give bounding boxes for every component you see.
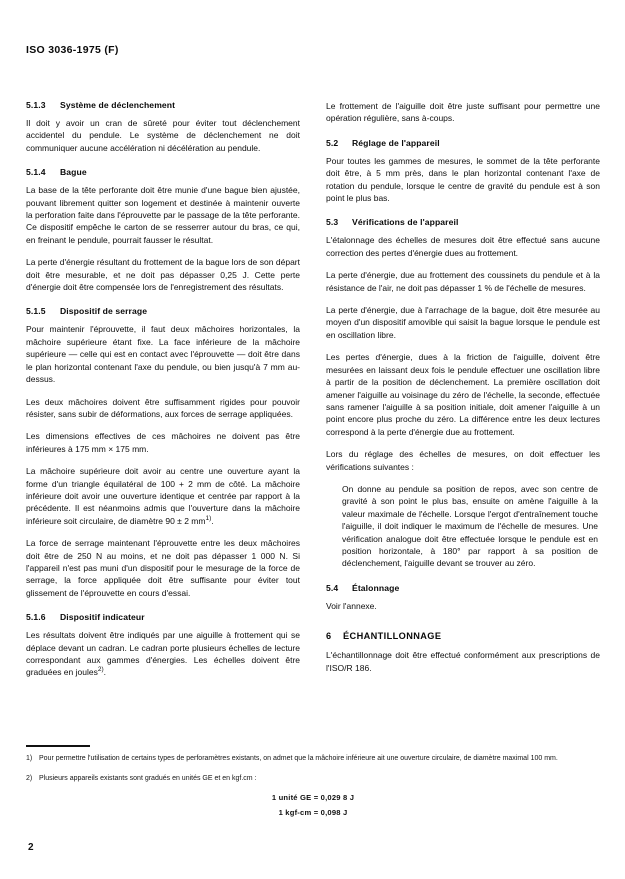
section-number: 5.1.4 bbox=[26, 167, 46, 178]
paragraph: Pour maintenir l'éprouvette, il faut deux mâchoires horizontales, la mâchoire supérieure étant fixe. La face inférieure de la mâchoire supérieure — celle qui est en contact avec l'éprouvette — doit être dans le plan horizontal contenant l'axe du pendule, ou bien jusqu'à 7 mm au-dessus. bbox=[26, 324, 300, 385]
paragraph-text-tail: . bbox=[103, 667, 106, 678]
paragraph: La perte d'énergie, due à l'arrachage de la bague, doit être mesurée au moyen d'un dispositif amovible qui saisit la bague lorsque le pendule est en oscillation libre. bbox=[326, 305, 600, 340]
footnote-mark: 2) bbox=[26, 774, 33, 782]
formula-list bbox=[26, 793, 600, 817]
section-number: 5.3 bbox=[326, 217, 339, 228]
section-number: 5.4 bbox=[326, 582, 339, 593]
left-column bbox=[26, 100, 300, 689]
paragraph-text: La mâchoire supérieure doit avoir au centre une ouverture ayant la forme d'un triangle équilatéral de 100 + 2 mm de côté. La mâchoire inférieure doit avoir une ouverture identique et centrée par rapport à la précédente. Il est néanmoins admis que l'ouverture dans la mâchoire inférieure soit circulaire, de diamètre 90 ± 2 mm bbox=[26, 466, 300, 526]
section-title: Bague bbox=[60, 167, 87, 178]
paragraph: L'échantillonnage doit être effectué conformément aux prescriptions de l'ISO/R 186. bbox=[326, 650, 600, 673]
section-heading-5-1-6 bbox=[26, 612, 300, 622]
paragraph: Les dimensions effectives de ces mâchoires ne doivent pas être inférieures à 175 mm × 175 mm. bbox=[26, 431, 300, 454]
paragraph: Les pertes d'énergie, dues à la friction de l'aiguille, doivent être mesurées en laissant deux fois le pendule effectuer une oscillation libre à partir de la position de déclenchement. La première oscillation doit amener l'aiguille au voisinage du zéro de l'échelle, la seconde, effectuée sans ramener l'aiguille à sa position initiale, doit amener l'aiguille à un point encore plus proche du zéro. La différence entre les deux lectures correspond à la perte d'énergie due au frottement. bbox=[326, 352, 600, 437]
section-heading-5-3 bbox=[326, 217, 600, 227]
footnote-ref-1[interactable]: 1) bbox=[205, 514, 212, 522]
formula-line-1 bbox=[26, 793, 600, 802]
page-header: ISO 3036-1975 (F) bbox=[26, 44, 119, 56]
paragraph: La perte d'énergie, due au frottement des coussinets du pendule et à la résistance de l'air, ne doit pas dépasser 1 % de l'échelle de mesures. bbox=[326, 270, 600, 293]
section-title: Étalonnage bbox=[352, 582, 400, 593]
section-title: Dispositif de serrage bbox=[60, 306, 148, 317]
right-column bbox=[326, 100, 600, 689]
paragraph-with-footnote-ref bbox=[26, 465, 300, 527]
section-title: Vérifications de l'appareil bbox=[352, 217, 459, 228]
footnote-text: Plusieurs appareils existants sont gradués en unités GE et en kgf.cm : bbox=[39, 774, 257, 782]
section-heading-5-1-5 bbox=[26, 306, 300, 316]
paragraph: Il doit y avoir un cran de sûreté pour éviter tout déclenchement accidentel du pendule. Le système de déclenchement ne doit communiquer aucune accélération ni décélération au pendule. bbox=[26, 118, 300, 153]
paragraph-text: Les résultats doivent être indiqués par une aiguille à frottement qui se déplace devant un cadran. Le cadran porte plusieurs échelles de lecture correspondant aux gammes d'énergies. Les échelles doivent être graduées en joules bbox=[26, 630, 300, 678]
page-number: 2 bbox=[28, 842, 34, 853]
section-heading-5-2 bbox=[326, 138, 600, 148]
paragraph: La base de la tête perforante doit être munie d'une bague bien ajustée, pouvant librement quitter son logement et destinée à maintenir ouverte la perforation faite dans l'éprouvette par le passage de la tête perforante. Ce dispositif empêche le carton de se resserrer autour du bras, ce qui, en freinant le pendule, pourrait fausser le résultat. bbox=[26, 185, 300, 245]
two-column-body bbox=[26, 100, 600, 689]
section-heading-5-1-3 bbox=[26, 100, 300, 110]
footnote-mark: 1) bbox=[26, 755, 33, 762]
section-title: Dispositif indicateur bbox=[60, 612, 145, 623]
section-title: Réglage de l'appareil bbox=[352, 137, 440, 148]
section-title: ÉCHANTILLONNAGE bbox=[343, 631, 442, 642]
paragraph-with-footnote-ref bbox=[26, 629, 300, 679]
section-heading-5-1-4 bbox=[26, 167, 300, 177]
footnotes-block bbox=[26, 745, 600, 823]
section-number: 5.1.6 bbox=[26, 612, 46, 623]
section-number: 6 bbox=[326, 631, 332, 642]
section-number: 5.2 bbox=[326, 137, 339, 148]
section-number: 5.1.3 bbox=[26, 100, 46, 110]
section-heading-5-4 bbox=[326, 583, 600, 593]
section-heading-6 bbox=[326, 631, 600, 641]
paragraph: Pour toutes les gammes de mesures, le sommet de la tête perforante doit être, à 5 mm près, dans le plan horizontal contenant l'axe de rotation du pendule, lorsque le centre de gravité du pendule est à son point le plus bas. bbox=[326, 155, 600, 204]
footnote-1 bbox=[26, 754, 600, 765]
formula-text: 1 unité GE = 0,029 8 J bbox=[271, 793, 355, 802]
paragraph: La perte d'énergie résultant du frottement de la bague lors de son départ doit être mesurable, et ne doit pas dépasser 0,25 J. Cette perte d'énergie doit être compensée lors de l'enregistrement des résultats. bbox=[26, 257, 300, 293]
footnote-2 bbox=[26, 774, 600, 785]
footnote-separator-rule bbox=[26, 745, 90, 747]
paragraph: La force de serrage maintenant l'éprouvette entre les deux mâchoires doit être de 250 N au moins, et ne doit pas dépasser 1 000 N. Si l'appareil n'est pas muni d'un dispositif pour le mesurage de la force de serrage, la force appliquée doit être suffisante pour éviter tout glissement de l'éprouvette en cours d'essai. bbox=[26, 538, 300, 598]
footnote-ref-2[interactable]: 2) bbox=[97, 666, 104, 674]
paragraph: L'étalonnage des échelles de mesures doit être effectué sans aucune correction des pertes d'énergie dues au frottement. bbox=[326, 235, 600, 258]
footnote-text: Pour permettre l'utilisation de certains types de perforamètres existants, on admet que la mâchoire inférieure ait une ouverture circulaire, de diamètre maximal 100 mm. bbox=[39, 755, 558, 762]
indented-paragraph: On donne au pendule sa position de repos, avec son centre de gravité à son point le plus bas, ensuite on amène l'aiguille à la valeur maximale de l'échelle. Lorsque l'ergot d'entraînement touche l'aiguille, il doit indiquer le maximum de l'échelle de mesures. Une vérification analogue doit être effectuée lorsque le pendule est en position horizontale, à 180° par rapport à sa position de déclenchement, l'aiguille devant se trouver au zéro. bbox=[342, 483, 598, 569]
paragraph: Lors du réglage des échelles de mesures, on doit effectuer les vérifications suivantes : bbox=[326, 449, 600, 472]
formula-text: 1 kgf-cm = 0,098 J bbox=[278, 808, 348, 817]
paragraph-text-tail: . bbox=[211, 515, 214, 526]
paragraph: Le frottement de l'aiguille doit être juste suffisant pour permettre une opération régulière, sans à-coups. bbox=[326, 101, 600, 124]
section-title: Système de déclenchement bbox=[60, 100, 176, 110]
formula-line-2 bbox=[26, 808, 600, 817]
paragraph: Les deux mâchoires doivent être suffisamment rigides pour pouvoir résister, sans subir de déformations, aux forces de serrage appliquées. bbox=[26, 396, 300, 419]
section-number: 5.1.5 bbox=[26, 306, 46, 317]
paragraph: Voir l'annexe. bbox=[326, 600, 377, 611]
